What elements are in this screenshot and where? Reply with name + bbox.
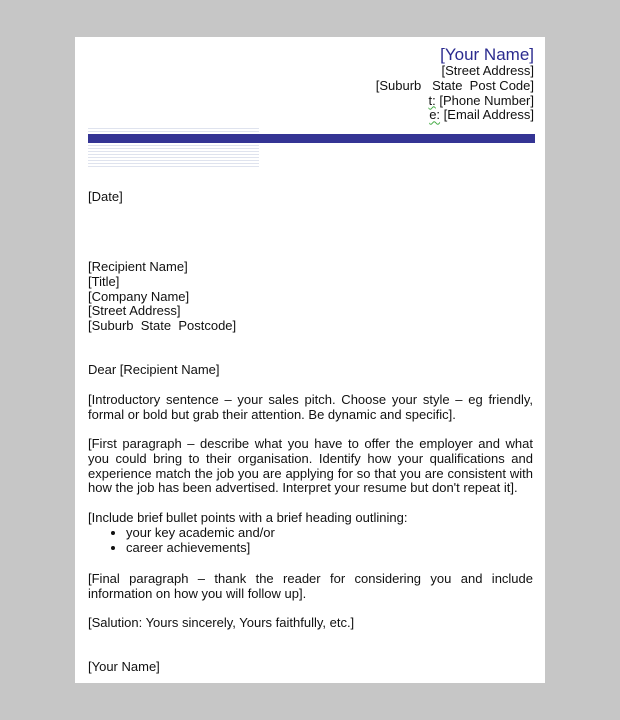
final-paragraph: [Final paragraph – thank the reader for considering you and include information on how you will follow up]. [88, 571, 533, 601]
first-paragraph: [First paragraph – describe what you have to offer the employer and what you could bring to their organisation. Identify how your qualifications and experience match the job you are applying for so that you are consistent with how the job has been advertised. Interpret your resume but don't repeat it]. [88, 436, 533, 496]
bullet-item: • your key academic and/or [126, 526, 533, 541]
email-value: [Email Address] [443, 107, 534, 123]
accent-band [88, 134, 535, 143]
sender-header [376, 45, 534, 123]
intro-paragraph: [Introductory sentence – your sales pitch. Choose your style – eg friendly, formal or bold but grab their attention. Be dynamic and specific]. [88, 392, 533, 422]
signature: [Your Name] [88, 659, 160, 674]
decor-lines-bottom [88, 145, 259, 169]
decor-lines-top [88, 128, 259, 133]
recipient-name: [Recipient Name] [88, 259, 188, 274]
recipient-street: [Street Address] [88, 303, 181, 319]
recipient-title: [Title] [88, 273, 120, 289]
recipient-block [88, 260, 533, 334]
sender-email [376, 108, 534, 123]
greeting: Dear [Recipient Name] [88, 362, 220, 377]
bullet-list [88, 526, 533, 556]
sender-phone [376, 94, 534, 109]
date: [Date] [88, 189, 123, 204]
salutation: [Salution: Yours sincerely, Yours faithfully, etc.] [88, 615, 355, 630]
letter-page [75, 37, 545, 683]
recipient-suburb: [Suburb State Postcode] [88, 318, 237, 334]
email-prefix: e: [429, 107, 441, 123]
sender-suburb: [Suburb State Post Code] [375, 77, 534, 93]
bullets-block [88, 511, 533, 555]
bullets-intro: [Include brief bullet points with a brief heading outlining: [88, 510, 408, 525]
sender-street: [Street Address] [441, 63, 534, 78]
phone-value: [Phone Number] [439, 92, 534, 108]
recipient-company: [Company Name] [88, 288, 190, 304]
phone-prefix: t: [428, 92, 436, 108]
sender-name: [Your Name] [440, 45, 534, 64]
bullet-item: • career achievements] [126, 541, 533, 556]
